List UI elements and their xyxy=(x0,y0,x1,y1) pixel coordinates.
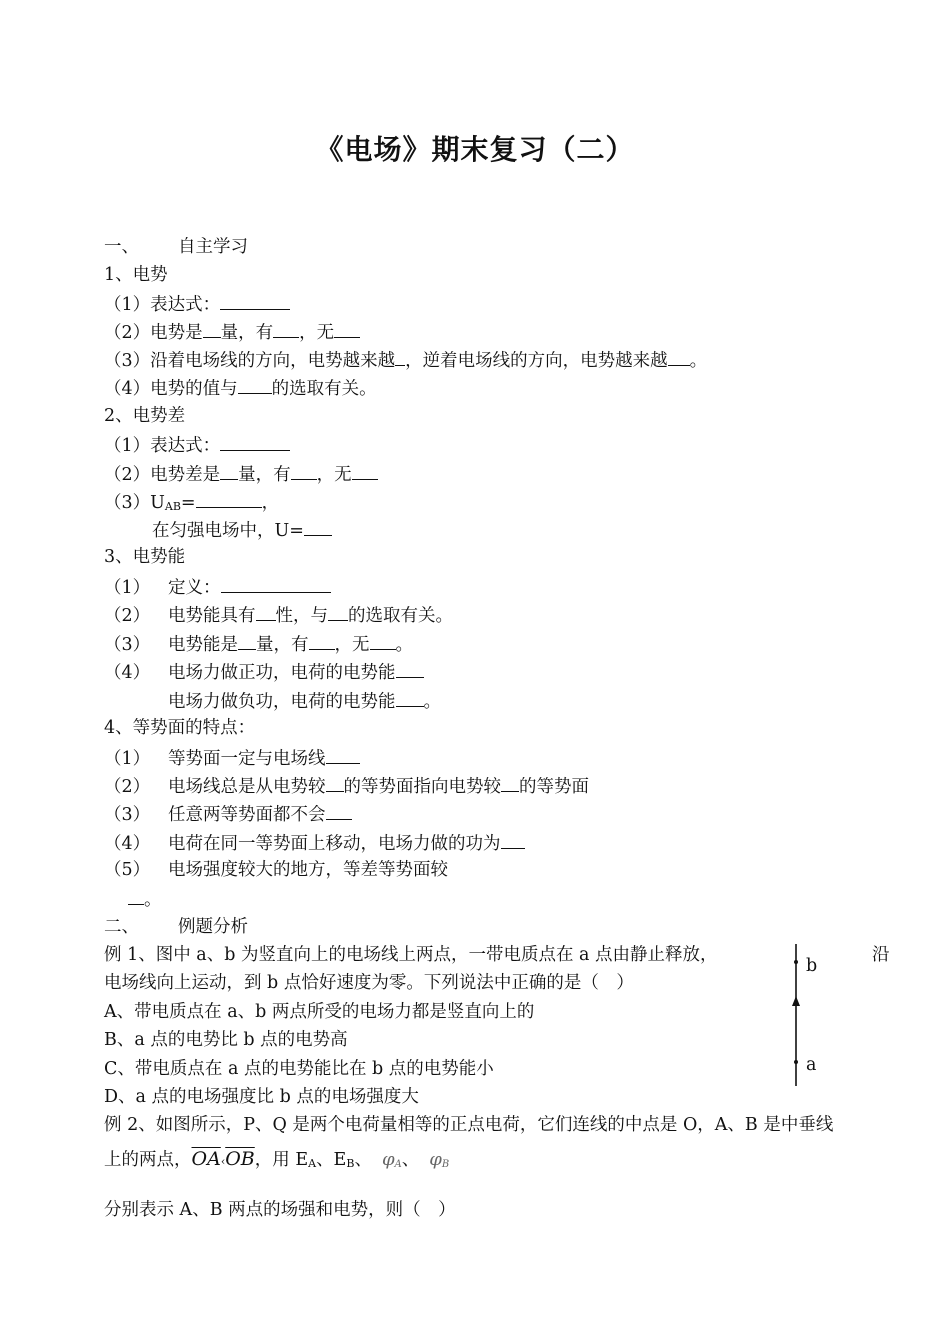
q1-item-1 xyxy=(104,292,290,316)
q4-item-5 xyxy=(104,859,448,881)
q4-heading: 4、等势面的特点： xyxy=(104,718,256,738)
section-heading-self-study xyxy=(104,236,248,258)
fill-blank[interactable] xyxy=(326,746,360,764)
item-text: 、E xyxy=(316,1150,347,1170)
item-text: （2）电势是 xyxy=(104,323,203,343)
item-text: 在匀强电场中，U= xyxy=(152,521,304,541)
item-text: ，无 xyxy=(316,465,352,485)
item-text: （1）表达式： xyxy=(104,295,221,315)
item-text: 等势面一定与电场线 xyxy=(168,749,326,769)
q3-item-4 xyxy=(104,660,424,684)
q4-item-1 xyxy=(104,746,360,770)
q1-item-2 xyxy=(104,320,360,344)
subscript: A xyxy=(308,1157,317,1170)
fill-blank[interactable] xyxy=(395,348,405,366)
item-text: ，用 E xyxy=(254,1150,309,1170)
subscript: B xyxy=(346,1157,355,1170)
ex1-option-d: D、a 点的电场强度比 b 点的电场强度大 xyxy=(104,1087,419,1107)
fill-blank[interactable] xyxy=(396,660,424,678)
item-text: 电场线总是从电势较 xyxy=(168,777,326,797)
section-number: 二、 xyxy=(104,917,139,937)
item-text: 定义： xyxy=(168,578,221,598)
item-text: 电势能具有 xyxy=(168,606,256,626)
section-heading-examples xyxy=(104,916,248,938)
section-number: 一、 xyxy=(104,237,139,257)
item-text: 电势能是 xyxy=(168,635,238,655)
q3-item-4-negative xyxy=(168,689,441,713)
fill-blank[interactable] xyxy=(326,802,352,820)
item-number: （5） xyxy=(104,860,151,880)
ex1-option-a: A、带电质点在 a、b 两点所受的电场力都是竖直向上的 xyxy=(104,1002,535,1022)
ex1-stem-line2: 电场线向上运动，到 b 点恰好速度为零。下列说法中正确的是（ ） xyxy=(104,973,634,993)
item-text: 上的两点， xyxy=(104,1150,192,1170)
ex2-stem-line1: 例 2、如图所示，P、Q 是两个电荷量相等的正点电荷，它们连线的中点是 O，A、B 是中垂线 xyxy=(104,1115,834,1135)
point-a-label: a xyxy=(806,1055,817,1075)
item-text: ，无 xyxy=(299,323,335,343)
fill-blank[interactable] xyxy=(221,575,331,593)
item-text: 电荷在同一等势面上移动，电场力做的功为 xyxy=(168,834,501,854)
ex2-stem-line2 xyxy=(104,1148,449,1176)
phi-glyph: φ xyxy=(381,1149,395,1170)
item-number: （3） xyxy=(104,635,151,655)
item-text: 。 xyxy=(144,890,162,910)
less-than-sign: ‹ xyxy=(220,1155,226,1168)
fill-blank[interactable] xyxy=(370,632,396,650)
fill-blank[interactable] xyxy=(196,490,262,508)
ex1-stem-line1-end: 沿 xyxy=(872,945,890,965)
item-text: 。 xyxy=(395,635,413,655)
fill-blank[interactable] xyxy=(220,433,290,451)
item-number: （3） xyxy=(104,805,151,825)
item-text: （3）沿着电场线的方向，电势越来越 xyxy=(104,351,396,371)
point-b-label: b xyxy=(806,956,818,976)
q2-item-2 xyxy=(104,462,378,486)
fill-blank[interactable] xyxy=(668,348,690,366)
item-number: （2） xyxy=(104,606,151,626)
subscript: AB xyxy=(164,500,181,513)
item-number: （2） xyxy=(104,777,151,797)
segment-oa: $\overline{OA}$ xyxy=(191,1148,221,1170)
item-text: 的选取有关。 xyxy=(271,379,377,399)
item-text: 量，有 xyxy=(220,323,274,343)
item-number: （1） xyxy=(104,749,151,769)
q3-item-2 xyxy=(104,603,453,627)
item-text: 性，与 xyxy=(275,606,328,626)
item-text: 、 xyxy=(401,1150,420,1170)
item-text: ， xyxy=(261,493,280,513)
arrow-up-icon xyxy=(792,996,800,1006)
fill-blank[interactable] xyxy=(304,518,332,536)
item-text: 电场强度较大的地方，等差等势面较 xyxy=(168,860,448,880)
fill-blank[interactable] xyxy=(220,462,238,480)
fill-blank[interactable] xyxy=(326,774,344,792)
item-text: 任意两等势面都不会 xyxy=(168,805,326,825)
phi-a-symbol xyxy=(382,1149,402,1170)
q4-item-5-cont xyxy=(128,887,162,911)
item-number: （4） xyxy=(104,834,151,854)
ex1-option-b: B、a 点的电势比 b 点的电势高 xyxy=(104,1030,348,1050)
subscript: B xyxy=(441,1159,450,1170)
q2-item-1 xyxy=(104,433,290,457)
fill-blank[interactable] xyxy=(352,462,378,480)
item-text: 量，有 xyxy=(238,465,291,485)
q1-item-4 xyxy=(104,376,377,400)
q3-item-3 xyxy=(104,632,413,656)
q1-heading: 1、电势 xyxy=(104,265,168,285)
fill-blank[interactable] xyxy=(328,603,348,621)
point-a-dot xyxy=(794,1060,798,1064)
item-text: 的等势面指向电势较 xyxy=(343,777,501,797)
item-number: （1） xyxy=(104,578,151,598)
fill-blank[interactable] xyxy=(273,320,299,338)
q1-item-3 xyxy=(104,348,707,372)
subscript: A xyxy=(394,1159,402,1170)
fill-blank[interactable] xyxy=(501,831,525,849)
fill-blank[interactable] xyxy=(128,887,144,905)
phi-b-symbol xyxy=(429,1149,449,1170)
fill-blank[interactable] xyxy=(238,632,256,650)
q4-item-4 xyxy=(104,831,525,855)
fill-blank[interactable] xyxy=(220,292,290,310)
ex1-stem-line1: 例 1、图中 a、b 为竖直向上的电场线上两点，一带电质点在 a 点由静止释放， xyxy=(104,945,718,965)
q4-item-3 xyxy=(104,802,352,826)
item-text: 的选取有关。 xyxy=(348,606,453,626)
point-b-dot xyxy=(794,960,798,964)
item-text: （2）电势差是 xyxy=(104,465,221,485)
item-text: ，逆着电场线的方向，电势越来越 xyxy=(405,351,668,371)
page-title: 《电场》期末复习（二） xyxy=(315,133,635,166)
fill-blank[interactable] xyxy=(238,376,272,394)
section-label: 自主学习 xyxy=(178,237,248,257)
fill-blank[interactable] xyxy=(309,632,335,650)
fill-blank[interactable] xyxy=(501,774,519,792)
item-text: 的等势面 xyxy=(519,777,589,797)
section-label: 例题分析 xyxy=(178,917,248,937)
q2-heading: 2、电势差 xyxy=(104,406,186,426)
q3-heading: 3、电势能 xyxy=(104,547,186,567)
item-text: （4）电势的值与 xyxy=(104,379,238,399)
item-text: （1）表达式： xyxy=(104,436,221,456)
phi-glyph: φ xyxy=(429,1149,442,1170)
segment-ob: $\overline{OB}$ xyxy=(225,1148,255,1170)
fill-blank[interactable] xyxy=(396,689,424,707)
item-text: 。 xyxy=(423,692,441,712)
fill-blank[interactable] xyxy=(256,603,276,621)
ex2-stem-line3: 分别表示 A、B 两点的场强和电势，则（ ） xyxy=(104,1200,456,1220)
item-text: （3）U xyxy=(104,493,165,513)
item-text: ，无 xyxy=(334,635,370,655)
q4-item-2 xyxy=(104,774,589,798)
q2-item-3 xyxy=(104,490,279,518)
q3-item-1 xyxy=(104,575,331,599)
item-text: 量，有 xyxy=(256,635,309,655)
item-number: （4） xyxy=(104,663,151,683)
ex1-option-c: C、带电质点在 a 点的电势能比在 b 点的电势能小 xyxy=(104,1059,494,1079)
item-text: 。 xyxy=(689,351,708,371)
item-text: 、 xyxy=(354,1150,372,1170)
fill-blank[interactable] xyxy=(334,320,360,338)
fill-blank[interactable] xyxy=(291,462,317,480)
item-text: 电场力做负功，电荷的电势能 xyxy=(168,692,396,712)
q2-item-3-uniform xyxy=(152,518,332,542)
item-text: = xyxy=(180,493,196,513)
fill-blank[interactable] xyxy=(203,320,221,338)
item-text: 电场力做正功，电荷的电势能 xyxy=(168,663,396,683)
